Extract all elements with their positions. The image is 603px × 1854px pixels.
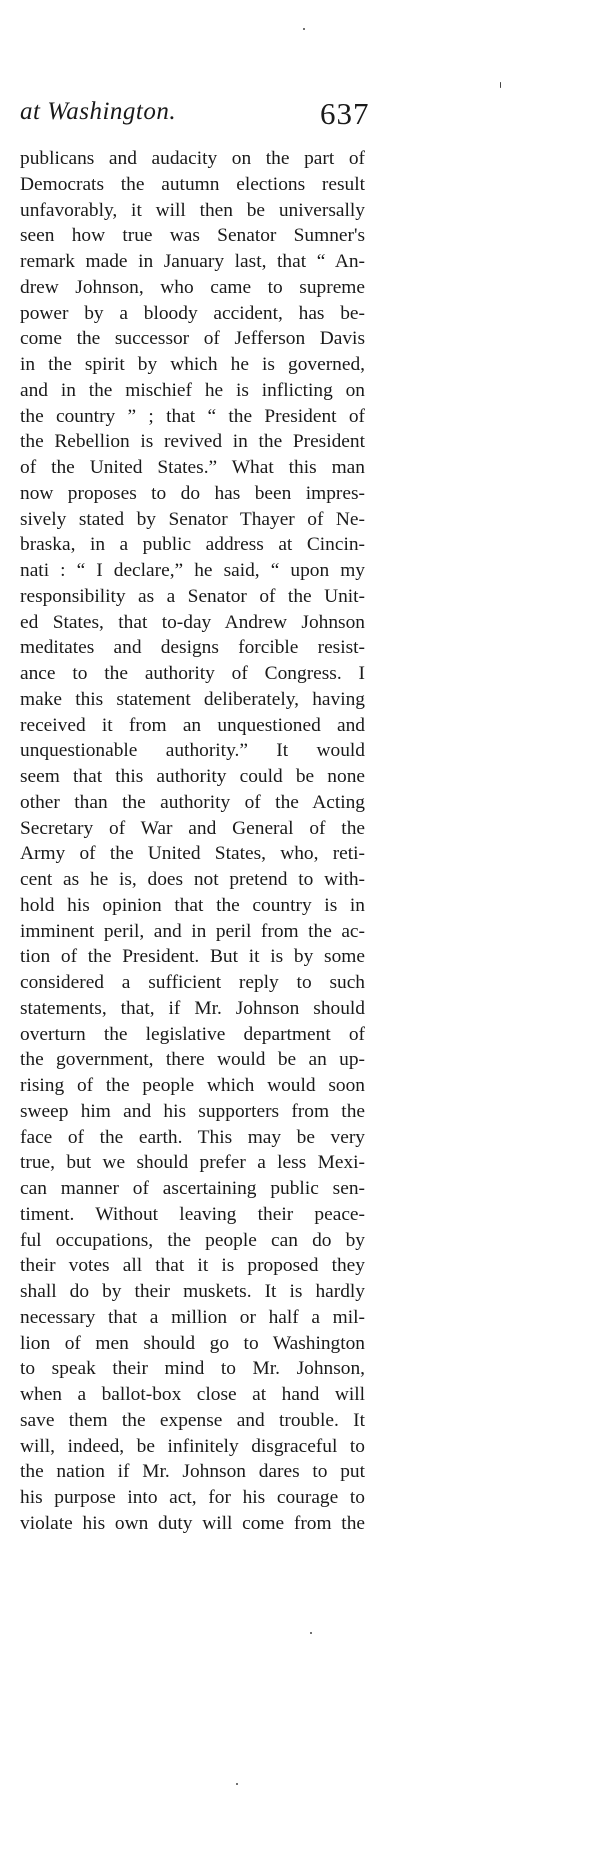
scan-speck (310, 1632, 312, 1634)
text-line: in the spirit by which he is governed, (20, 354, 365, 375)
text-line: the country ” ; that “ the President of (20, 405, 365, 427)
text-line: to speak their mind to Mr. Johnson, (20, 1358, 365, 1380)
text-line: tion of the President. But it is by some (20, 946, 365, 968)
text-line: other than the authority of the Acting (20, 791, 365, 813)
text-line: Secretary of War and General of the (20, 817, 365, 839)
text-line: cent as he is, does not pretend to with- (20, 869, 365, 890)
text-line: true, but we should prefer a less Mexi- (20, 1152, 365, 1174)
text-line: unfavorably, it will then be universally (20, 199, 365, 221)
text-line: overturn the legislative department of (20, 1023, 365, 1045)
text-line: nati : “ I declare,” he said, “ upon my (20, 560, 365, 581)
text-line: sively stated by Senator Thayer of Ne- (20, 508, 365, 530)
text-line: ful occupations, the people can do by (20, 1229, 365, 1251)
text-line: imminent peril, and in peril from the ac- (20, 920, 365, 942)
text-line: the Rebellion is revived in the President (20, 431, 365, 453)
text-line: seen how true was Senator Sumner's (20, 225, 365, 247)
text-line: seem that this authority could be none (20, 766, 365, 787)
text-line: timent. Without leaving their peace- (20, 1203, 365, 1225)
text-line: received it from an unquestioned and (20, 714, 365, 736)
text-line: face of the earth. This may be very (20, 1126, 365, 1148)
text-line: power by a bloody accident, has be- (20, 302, 365, 324)
text-line: and in the mischief he is inflicting on (20, 379, 365, 401)
text-line: will, indeed, be infinitely disgraceful to (20, 1435, 365, 1457)
text-line: necessary that a million or half a mil- (20, 1306, 365, 1328)
text-line: ed States, that to-day Andrew Johnson (20, 611, 365, 633)
text-line: sweep him and his supporters from the (20, 1100, 365, 1122)
text-line: when a ballot-box close at hand will (20, 1384, 365, 1405)
text-line: their votes all that it is proposed they (20, 1255, 365, 1277)
text-line: meditates and designs forcible resist- (20, 637, 365, 659)
running-head-title: at Washington. (20, 98, 177, 125)
text-line: responsibility as a Senator of the Unit- (20, 585, 365, 607)
text-line: remark made in January last, that “ An- (20, 251, 365, 272)
text-line: now proposes to do has been impres- (20, 482, 365, 504)
text-line: Democrats the autumn elections result (20, 173, 365, 195)
scan-speck (236, 1783, 238, 1785)
text-line: hold his opinion that the country is in (20, 894, 365, 916)
text-line: unquestionable authority.” It would (20, 740, 365, 762)
text-line: save them the expense and trouble. It (20, 1409, 365, 1431)
text-line: ance to the authority of Congress. I (20, 663, 365, 684)
text-line: can manner of ascertaining public sen- (20, 1178, 365, 1199)
text-line: shall do by their muskets. It is hardly (20, 1281, 365, 1302)
text-line: considered a sufficient reply to such (20, 972, 365, 993)
text-line: make this statement deliberately, having (20, 688, 365, 710)
text-line: violate his own duty will come from the (20, 1512, 365, 1534)
text-line: rising of the people which would soon (20, 1075, 365, 1096)
text-line: drew Johnson, who came to supreme (20, 276, 365, 298)
text-line: his purpose into act, for his courage to (20, 1487, 365, 1508)
page-number: 637 (320, 96, 370, 131)
text-line: the nation if Mr. Johnson dares to put (20, 1461, 365, 1483)
text-line: braska, in a public address at Cincin- (20, 534, 365, 556)
text-line: statements, that, if Mr. Johnson should (20, 997, 365, 1019)
text-line: lion of men should go to Washington (20, 1332, 365, 1354)
text-line: publicans and audacity on the part of (20, 148, 365, 169)
scan-speck (500, 82, 501, 88)
text-line: of the United States.” What this man (20, 457, 365, 478)
scan-speck (303, 28, 305, 30)
text-line: Army of the United States, who, reti- (20, 843, 365, 865)
text-line: the government, there would be an up- (20, 1049, 365, 1071)
body-paragraph (20, 146, 365, 1537)
text-line: come the successor of Jefferson Davis (20, 328, 365, 350)
